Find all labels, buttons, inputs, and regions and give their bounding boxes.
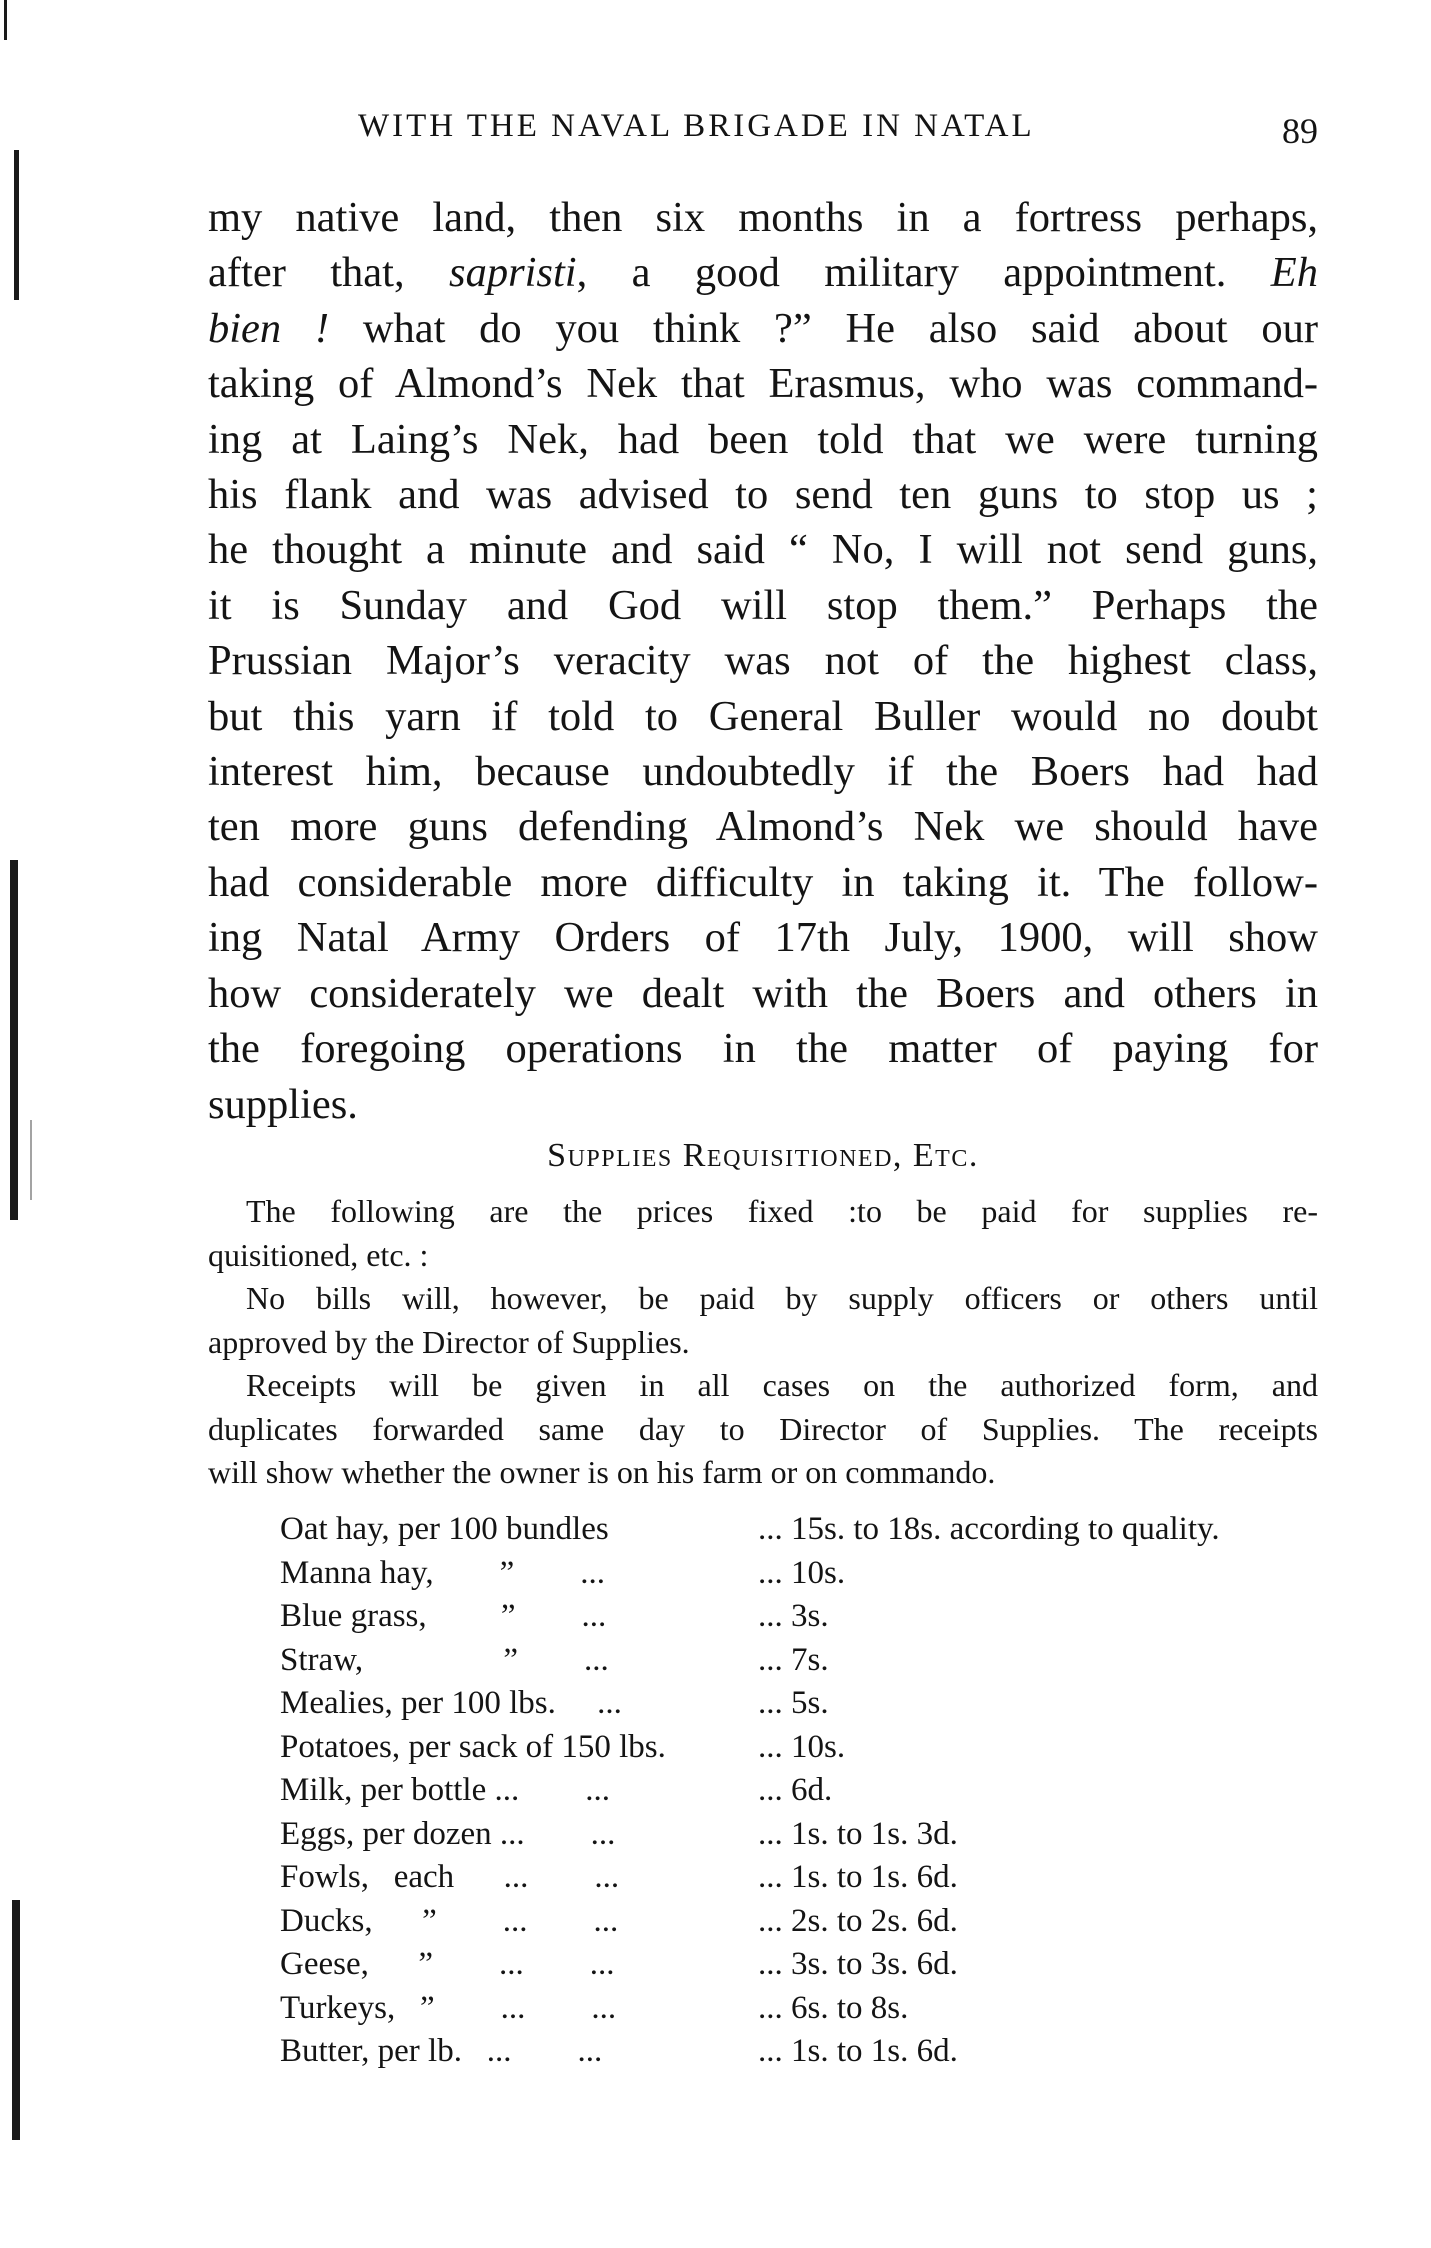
note-paragraph <box>208 1277 1318 1364</box>
emphasis-text: sapristi <box>449 249 577 297</box>
text-line: had considerable more difficulty in taking it. The follow- <box>208 858 1318 906</box>
text-line: supplies. <box>208 1080 358 1128</box>
text-line: taking of Almond’s Nek that Erasmus, who was command- <box>208 360 1318 408</box>
text-line: how considerately we dealt with the Boers and others in <box>208 969 1318 1017</box>
text-line: The following are the prices fixed :to be paid for supplies re- <box>246 1193 1318 1229</box>
running-head: WITH THE NAVAL BRIGADE IN NATAL <box>358 108 1035 144</box>
price-item: Oat hay, per 100 bundles <box>280 1511 609 1547</box>
price-list <box>280 1508 1320 2074</box>
order-notes <box>208 1190 1318 1495</box>
text-line: after that, sapristi, a good military appointment. Eh <box>208 249 1318 297</box>
text-line: will show whether the owner is on his farm or on commando. <box>208 1454 996 1490</box>
price-item: Ducks, ” ... ... <box>280 1902 619 1939</box>
text-line: my native land, then six months in a fortress perhaps, <box>208 194 1318 241</box>
price-item: Eggs, per dozen ... ... <box>280 1815 616 1852</box>
emphasis-text: Eh <box>1270 249 1318 297</box>
price-item: Milk, per bottle ... ... <box>280 1772 610 1808</box>
text-line: he thought a minute and said “ No, I will not send guns, <box>208 526 1318 574</box>
price-value: ... 5s. <box>758 1685 829 1721</box>
price-value: ... 15s. to 18s. according to quality. <box>758 1511 1220 1547</box>
price-value: ... 1s. to 1s. 3d. <box>758 1815 958 1852</box>
page-number: 89 <box>1282 111 1318 151</box>
text-line: Receipts will be given in all cases on the authorized form, and <box>246 1367 1318 1403</box>
text-line: bien ! what do you think ?” He also said about our <box>208 304 1318 352</box>
price-row <box>280 1595 1320 1639</box>
note-paragraph <box>208 1364 1318 1495</box>
note-paragraph <box>208 1190 1318 1277</box>
text-line: approved by the Director of Supplies. <box>208 1323 690 1360</box>
text-line: ing Natal Army Orders of 17th July, 1900, will show <box>208 914 1318 962</box>
text-line: his flank and was advised to send ten guns to stop us ; <box>208 471 1318 519</box>
text-line: the foregoing operations in the matter of paying for <box>208 1025 1318 1073</box>
price-value: ... 10s. <box>758 1554 846 1591</box>
price-value: ... 10s. <box>758 1728 846 1765</box>
text-line: ing at Laing’s Nek, had been told that we were turning <box>208 415 1318 463</box>
price-item: Manna hay, ” ... <box>280 1554 606 1591</box>
price-row <box>280 1726 1320 1770</box>
price-item: Blue grass, ” ... <box>280 1598 607 1634</box>
price-value: ... 3s. to 3s. 6d. <box>758 1946 958 1982</box>
text-line: ten more guns defending Almond’s Nek we should have <box>208 803 1318 851</box>
price-item: Butter, per lb. ... ... <box>280 2033 603 2069</box>
price-item: Geese, ” ... ... <box>280 1946 615 1982</box>
price-item: Mealies, per 100 lbs. ... <box>280 1685 622 1721</box>
price-row <box>280 1639 1320 1683</box>
price-item: Straw, ” ... <box>280 1641 609 1678</box>
price-value: ... 3s. <box>758 1598 829 1634</box>
price-value: ... 7s. <box>758 1641 829 1678</box>
page-header <box>358 108 1318 152</box>
price-value: ... 1s. to 1s. 6d. <box>758 1859 958 1895</box>
price-value: ... 1s. to 1s. 6d. <box>758 2033 958 2069</box>
price-item: Fowls, each ... ... <box>280 1859 620 1895</box>
price-value: ... 2s. to 2s. 6d. <box>758 1902 958 1939</box>
price-item: Turkeys, ” ... ... <box>280 1989 617 2026</box>
text-line: duplicates forwarded same day to Director of Supplies. The receipts <box>208 1410 1318 1447</box>
text-line: but this yarn if told to General Buller would no doubt <box>208 692 1318 740</box>
text-line: No bills will, however, be paid by supply officers or others until <box>246 1280 1318 1316</box>
price-item: Potatoes, per sack of 150 lbs. <box>280 1728 666 1765</box>
price-value: ... 6d. <box>758 1772 833 1808</box>
price-row <box>280 1508 1320 1552</box>
price-row <box>280 1900 1320 1944</box>
text-line: interest him, because undoubtedly if the Boers had had <box>208 748 1318 796</box>
price-row <box>280 2030 1320 2074</box>
section-heading: Supplies Requisitioned, Etc. <box>547 1137 979 1174</box>
price-row <box>280 1856 1320 1900</box>
price-row <box>280 1943 1320 1987</box>
price-row <box>280 1552 1320 1596</box>
price-row <box>280 1987 1320 2031</box>
price-value: ... 6s. to 8s. <box>758 1989 909 2026</box>
body-paragraph <box>208 190 1318 1132</box>
price-row <box>280 1769 1320 1813</box>
text-line: quisitioned, etc. : <box>208 1236 429 1273</box>
price-row <box>280 1813 1320 1857</box>
price-row <box>280 1682 1320 1726</box>
text-line: Prussian Major’s veracity was not of the highest class, <box>208 637 1318 685</box>
emphasis-text: bien ! <box>208 304 330 352</box>
text-line: it is Sunday and God will stop them.” Perhaps the <box>208 581 1318 629</box>
scan-edge-marks <box>0 0 44 2248</box>
